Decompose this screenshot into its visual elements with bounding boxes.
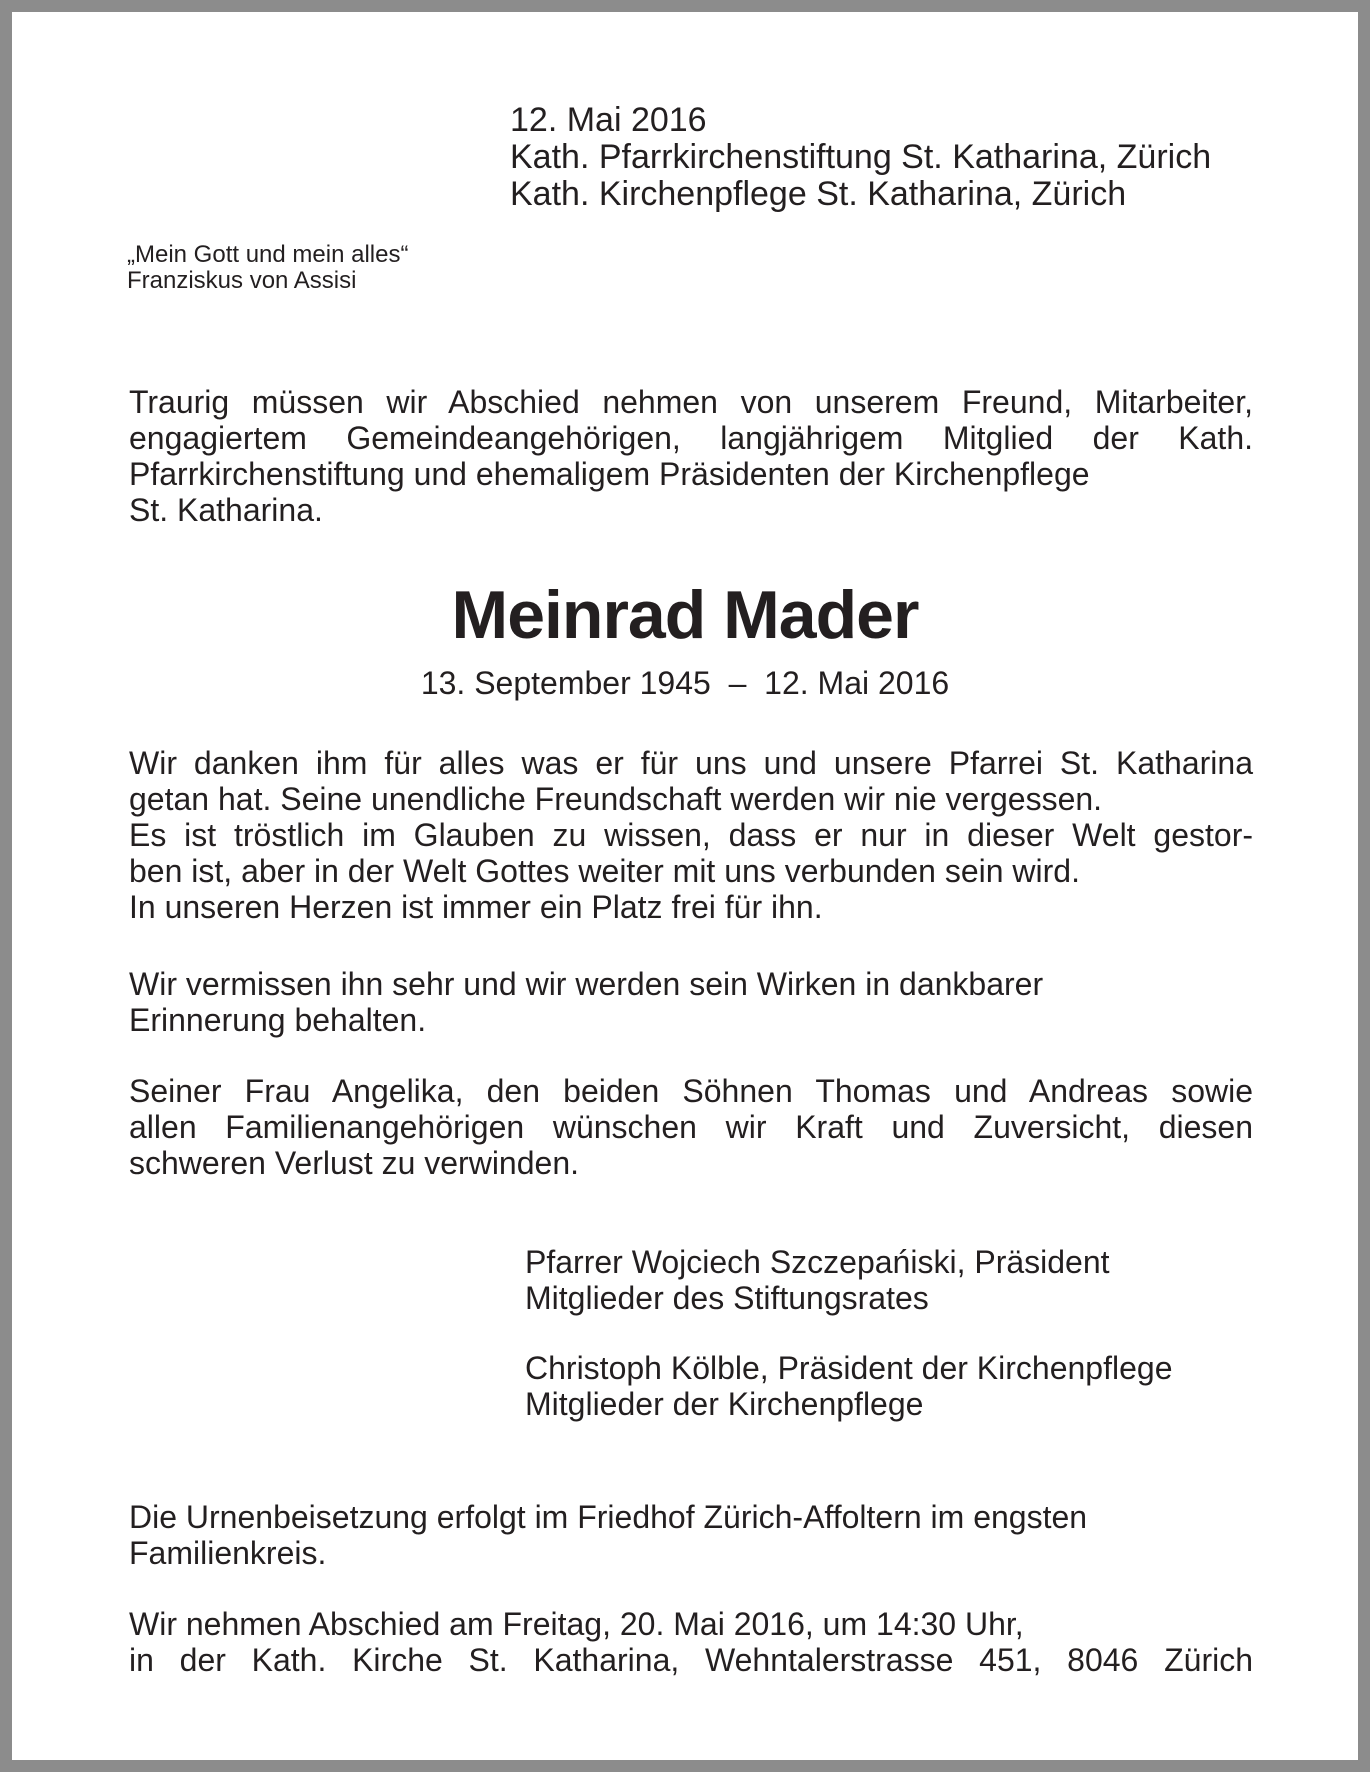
text-line: Wir danken ihm für alles was er für uns und unsere Pfarrei St. Katharina: [129, 745, 1253, 781]
text-line: schweren Verlust zu verwinden.: [129, 1145, 579, 1181]
signature-council: [525, 1350, 1172, 1422]
farewell-paragraph: [129, 1606, 1253, 1678]
text-line: Erinnerung behalten.: [129, 1002, 427, 1038]
signature-foundation: [525, 1244, 1110, 1316]
family-paragraph: [129, 1073, 1253, 1181]
text-line: in der Kath. Kirche St. Katharina, Wehntalerstrasse 451, 8046 Zürich: [129, 1642, 1253, 1678]
text-line: Es ist tröstlich im Glauben zu wissen, dass er nur in dieser Welt gestor-: [129, 817, 1253, 853]
header-date: 12. Mai 2016: [510, 101, 707, 139]
signatory-pastor: Pfarrer Wojciech Szczepańiski, Präsident: [525, 1244, 1110, 1280]
miss-paragraph: [129, 966, 1253, 1038]
signatory-council-president: Christoph Kölble, Präsident der Kirchenpflege: [525, 1350, 1173, 1386]
quote-block: [127, 242, 408, 294]
signatory-council-members: Mitglieder der Kirchenpflege: [525, 1386, 924, 1422]
quote-text: „Mein Gott und mein alles“: [127, 241, 409, 268]
signatory-foundation-members: Mitglieder des Stiftungsrates: [525, 1280, 929, 1316]
text-line: Traurig müssen wir Abschied nehmen von unserem Freund, Mitarbeiter,: [129, 384, 1253, 420]
text-line: Seiner Frau Angelika, den beiden Söhnen Thomas und Andreas sowie: [129, 1073, 1253, 1109]
text-line: engagiertem Gemeindeangehörigen, langjährigem Mitglied der Kath.: [129, 420, 1253, 456]
quote-author: Franziskus von Assisi: [127, 267, 357, 294]
text-line: In unseren Herzen ist immer ein Platz frei für ihn.: [129, 889, 823, 925]
burial-paragraph: [129, 1499, 1253, 1571]
thanks-paragraph: [129, 745, 1253, 925]
text-line: getan hat. Seine unendliche Freundschaft werden wir nie vergessen.: [129, 781, 1103, 817]
header-org-foundation: Kath. Pfarrkirchenstiftung St. Katharina, Zürich: [510, 138, 1212, 176]
text-line: Wir vermissen ihn sehr und wir werden sein Wirken in dankbarer: [129, 966, 1044, 1002]
deceased-name: Meinrad Mader: [451, 577, 919, 653]
text-line: Die Urnenbeisetzung erfolgt im Friedhof Zürich-Affoltern im engsten: [129, 1499, 1088, 1535]
text-line: ben ist, aber in der Welt Gottes weiter mit uns verbunden sein wird.: [129, 853, 1080, 889]
header-org-parish-council: Kath. Kirchenpflege St. Katharina, Zürich: [510, 175, 1127, 213]
obituary-page: [12, 12, 1358, 1760]
text-line: Pfarrkirchenstiftung und ehemaligem Präsidenten der Kirchenpflege: [129, 456, 1090, 492]
intro-paragraph: [129, 384, 1253, 528]
header-block: [510, 102, 1211, 213]
life-dates: 13. September 1945 – 12. Mai 2016: [420, 665, 950, 701]
text-line: Wir nehmen Abschied am Freitag, 20. Mai 2016, um 14:30 Uhr,: [129, 1606, 1024, 1642]
text-line: St. Katharina.: [129, 492, 323, 528]
text-line: Familienkreis.: [129, 1535, 327, 1571]
text-line: allen Familienangehörigen wünschen wir Kraft und Zuversicht, diesen: [129, 1109, 1253, 1145]
